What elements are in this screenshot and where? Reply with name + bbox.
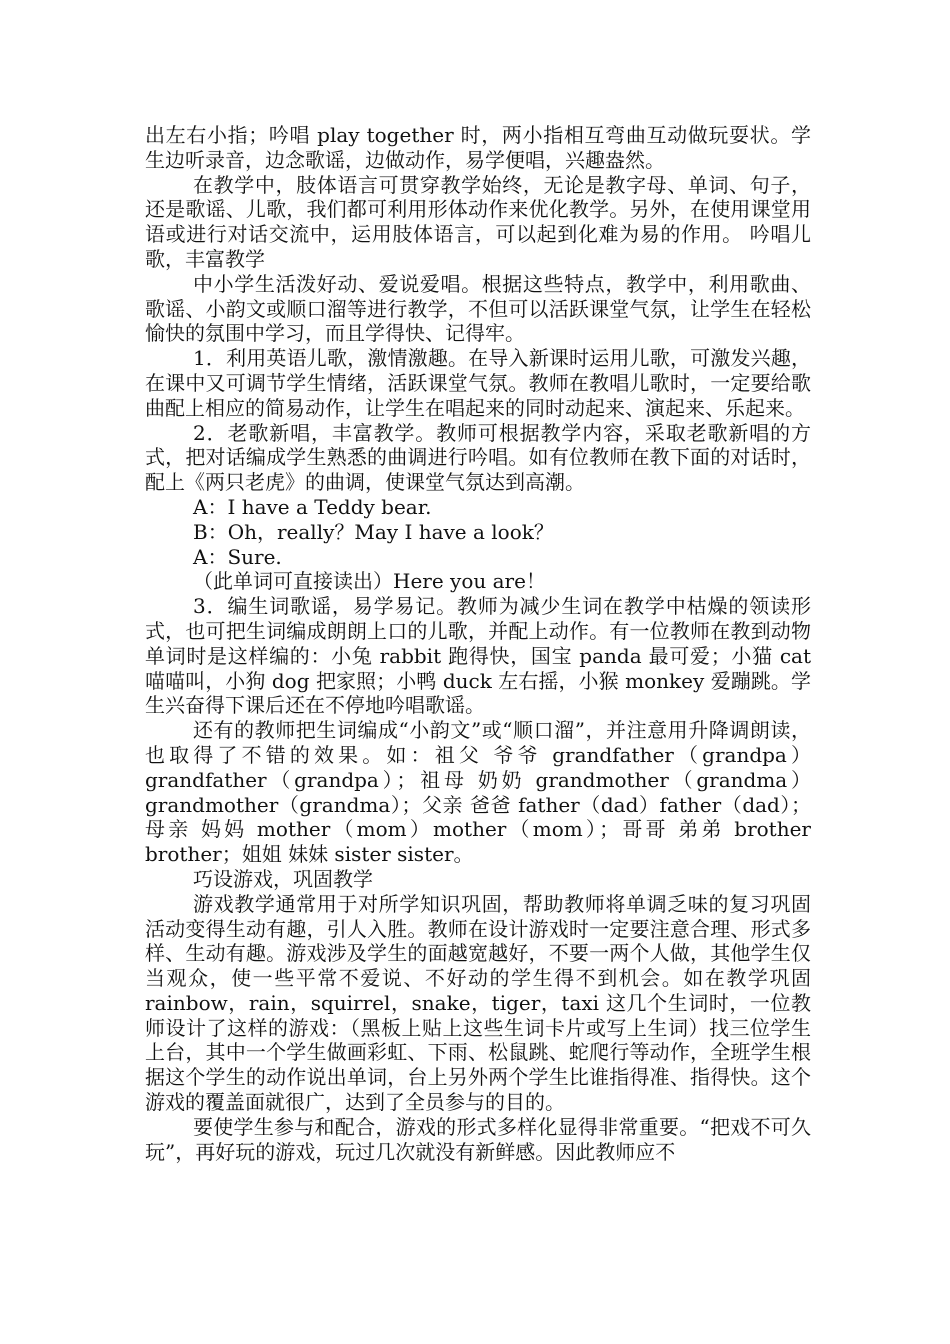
paragraph-point-3: 3．编生词歌谣，易学易记。教师为减少生词在教学中枯燥的领读形式，也可把生词编成朗朗上口的儿歌，并配上动作。有一位教师在教到动物单词时是这样编的：小兔 rabbit 跑得快，国宝 panda 最可爱；小猫 cat 喵喵叫，小狗 dog 把家照；小鸭 duck 左右摇，小猴 monkey 爱蹦跳。学生兴奋得下课后还在不停地吟唱歌谣。 bbox=[145, 594, 811, 718]
dialogue-line-b: B：Oh，really？May I have a look？ bbox=[193, 519, 554, 544]
paragraph-games: 游戏教学通常用于对所学知识巩固，帮助教师将单调乏味的复习巩固活动变得生动有趣，引人入胜。教师在设计游戏时一定要注意合理、形式多样、生动有趣。游戏涉及学生的面越宽越好，不要一两个人做，其他学生仅当观众，使一些平常不爱说、不好动的学生得不到机会。如在教学巩固 rainbow，rain，squirrel，snake，tiger，taxi 这几个生词时，一位教师设计了这样的游戏：（黑板上贴上这些生词卡片或写上生词）找三位学生上台，其中一个学生做画彩虹、下雨、松鼠跳、蛇爬行等动作，全班学生根据这个学生的动作说出单词，台上另外两个学生比谁指得准、指得快。这个游戏的覆盖面就很广，达到了全员参与的目的。 bbox=[145, 891, 811, 1115]
paragraph-continued: 出左右小指；吟唱 play together 时，两小指相互弯曲互动做玩耍状。学生边听录音，边念歌谣，边做动作，易学便唱，兴趣盎然。 bbox=[145, 123, 811, 172]
paragraph-body-language: 在教学中，肢体语言可贯穿教学始终，无论是教字母、单词、句子，还是歌谣、儿歌，我们都可利用形体动作来优化教学。另外，在使用课堂用语或进行对话交流中，运用肢体语言，可以起到化难为易的作用。 吟唱儿歌，丰富教学 bbox=[145, 172, 811, 271]
dialogue-line-a1: A：I have a Teddy bear. bbox=[193, 494, 432, 519]
paragraph-point-1: 1．利用英语儿歌，激情激趣。在导入新课时运用儿歌，可激发兴趣，在课中又可调节学生情绪，活跃课堂气氛。教师在教唱儿歌时，一定要给歌曲配上相应的简易动作，让学生在唱起来的同时动起来、演起来、乐起来。 bbox=[145, 346, 811, 420]
section-heading-games: 巧设游戏，巩固教学 bbox=[193, 866, 373, 891]
paragraph-games-variety: 要使学生参与和配合，游戏的形式多样化显得非常重要。“把戏不可久玩”，再好玩的游戏，玩过几次就没有新鲜感。因此教师应不 bbox=[145, 1114, 811, 1164]
paragraph-point-2: 2．老歌新唱，丰富教学。教师可根据教学内容，采取老歌新唱的方式，把对话编成学生熟悉的曲调进行吟唱。如有位教师在教下面的对话时，配上《两只老虎》的曲调，使课堂气氛达到高潮。 bbox=[145, 420, 811, 495]
paragraph-songs-intro: 中小学生活泼好动、爱说爱唱。根据这些特点，教学中，利用歌曲、歌谣、小韵文或顺口溜等进行教学，不但可以活跃课堂气氛，让学生在轻松愉快的氛围中学习，而且学得快、记得牢。 bbox=[145, 271, 811, 346]
dialogue-line-a2: A：Sure. bbox=[193, 544, 282, 569]
document-page bbox=[145, 123, 811, 1164]
dialogue-line-note: （此单词可直接读出）Here you are！ bbox=[193, 569, 546, 594]
paragraph-rhymes: 还有的教师把生词编成“小韵文”或“顺口溜”，并注意用升降调朗读，也取得了不错的效果。如：祖父 爷爷 grandfather（grandpa）grandfather（grandpa）；祖母 奶奶 grandmother（grandma）grandmother（grandma）；父亲 爸爸 father（dad）father（dad）；母亲 妈妈 mother（mom）mother（mom）；哥哥 弟弟 brother brother；姐姐 妹妹 sister sister。 bbox=[145, 718, 811, 867]
